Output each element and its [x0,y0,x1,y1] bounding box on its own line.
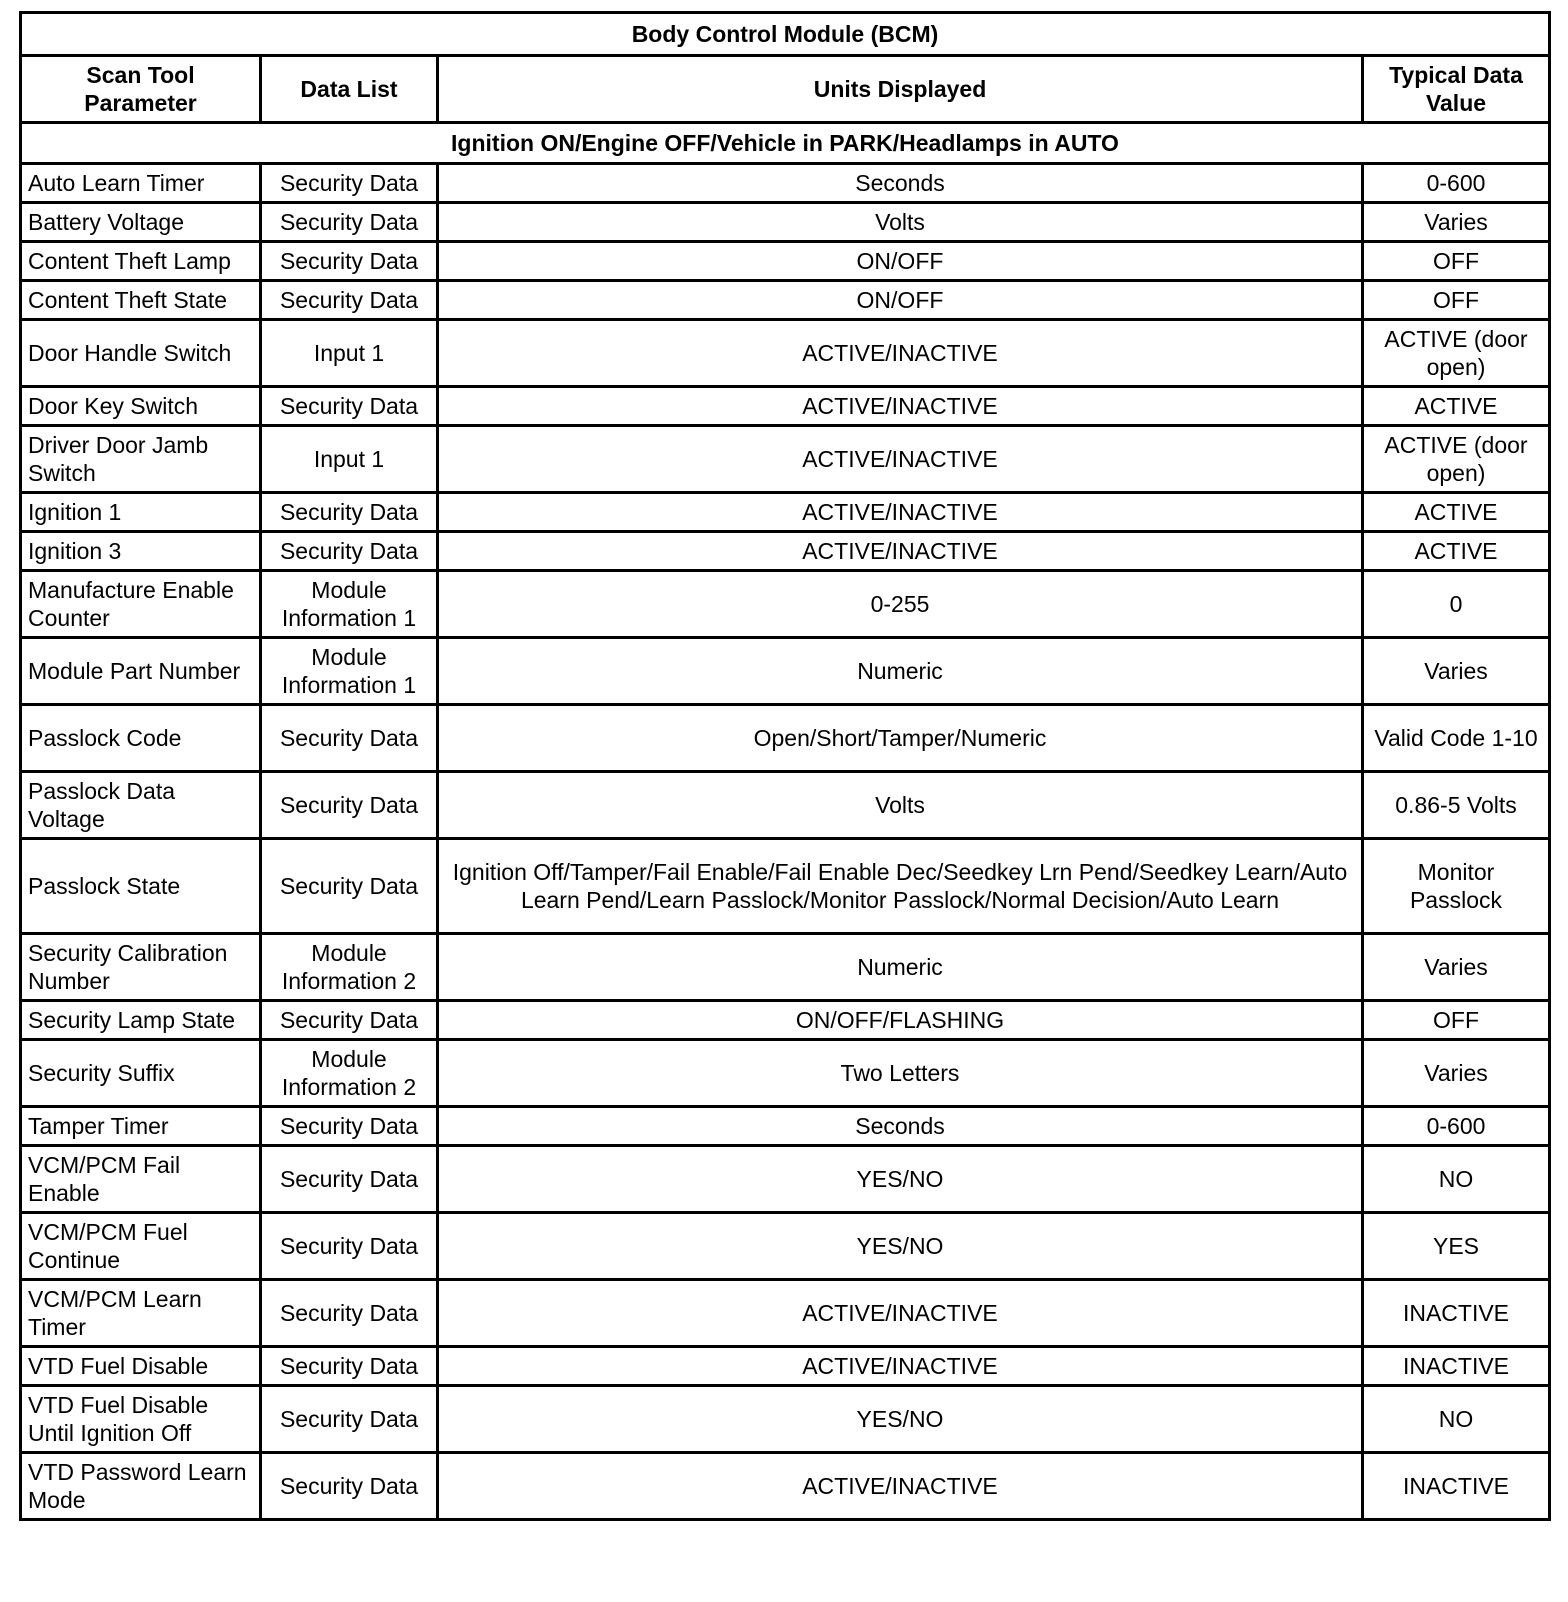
cell-parameter: Ignition 1 [21,493,261,532]
cell-parameter: Driver Door Jamb Switch [21,426,261,493]
table-row [21,772,1550,839]
cell-typical-value: Varies [1363,1040,1550,1107]
cell-typical-value: OFF [1363,281,1550,320]
table-row [21,164,1550,203]
header-typical-data-value: Typical Data Value [1363,56,1550,123]
table-row [21,1001,1550,1040]
cell-data-list: Security Data [261,1453,438,1520]
cell-parameter: VCM/PCM Learn Timer [21,1280,261,1347]
table-row [21,203,1550,242]
cell-parameter: Passlock Data Voltage [21,772,261,839]
cell-typical-value: Monitor Passlock [1363,839,1550,934]
header-scan-tool-parameter: Scan Tool Parameter [21,56,261,123]
cell-typical-value: INACTIVE [1363,1453,1550,1520]
condition-row [21,123,1550,164]
table-row [21,1386,1550,1453]
cell-units-displayed: ACTIVE/INACTIVE [438,426,1363,493]
header-units-displayed: Units Displayed [438,56,1363,123]
cell-parameter: VCM/PCM Fail Enable [21,1146,261,1213]
cell-data-list: Security Data [261,242,438,281]
table-row [21,705,1550,772]
cell-units-displayed: ACTIVE/INACTIVE [438,1453,1363,1520]
cell-parameter: Content Theft State [21,281,261,320]
cell-typical-value: INACTIVE [1363,1280,1550,1347]
table-title-row [21,13,1550,56]
cell-units-displayed: Volts [438,772,1363,839]
cell-typical-value: OFF [1363,242,1550,281]
cell-units-displayed: ACTIVE/INACTIVE [438,1347,1363,1386]
cell-typical-value: NO [1363,1146,1550,1213]
cell-data-list: Security Data [261,1001,438,1040]
cell-parameter: Door Key Switch [21,387,261,426]
cell-units-displayed: Seconds [438,164,1363,203]
cell-units-displayed: ACTIVE/INACTIVE [438,493,1363,532]
table-row [21,320,1550,387]
cell-units-displayed: YES/NO [438,1213,1363,1280]
cell-parameter: Ignition 3 [21,532,261,571]
table-body [21,164,1550,1520]
cell-parameter: VTD Fuel Disable Until Ignition Off [21,1386,261,1453]
cell-parameter: Battery Voltage [21,203,261,242]
cell-parameter: Security Calibration Number [21,934,261,1001]
table-row [21,1280,1550,1347]
cell-units-displayed: Numeric [438,934,1363,1001]
cell-parameter: VCM/PCM Fuel Continue [21,1213,261,1280]
cell-units-displayed: YES/NO [438,1386,1363,1453]
column-header-row [21,56,1550,123]
cell-typical-value: 0 [1363,571,1550,638]
cell-typical-value: ACTIVE [1363,387,1550,426]
cell-typical-value: Varies [1363,934,1550,1001]
table-row [21,1453,1550,1520]
table-row [21,839,1550,934]
cell-units-displayed: ACTIVE/INACTIVE [438,387,1363,426]
cell-parameter: Module Part Number [21,638,261,705]
cell-data-list: Security Data [261,1386,438,1453]
cell-parameter: VTD Fuel Disable [21,1347,261,1386]
table-row [21,638,1550,705]
table-row [21,934,1550,1001]
cell-parameter: Auto Learn Timer [21,164,261,203]
cell-typical-value: NO [1363,1386,1550,1453]
cell-units-displayed: YES/NO [438,1146,1363,1213]
bcm-data-table [19,11,1551,1521]
table-row [21,1213,1550,1280]
cell-units-displayed: ACTIVE/INACTIVE [438,1280,1363,1347]
cell-parameter: VTD Password Learn Mode [21,1453,261,1520]
cell-typical-value: Valid Code 1-10 [1363,705,1550,772]
cell-units-displayed: Numeric [438,638,1363,705]
cell-data-list: Security Data [261,493,438,532]
table-row [21,387,1550,426]
cell-parameter: Passlock State [21,839,261,934]
cell-units-displayed: ON/OFF [438,281,1363,320]
cell-units-displayed: 0-255 [438,571,1363,638]
cell-data-list: Security Data [261,705,438,772]
cell-typical-value: ACTIVE [1363,493,1550,532]
cell-typical-value: YES [1363,1213,1550,1280]
cell-data-list: Security Data [261,772,438,839]
cell-data-list: Security Data [261,1107,438,1146]
table-row [21,1347,1550,1386]
cell-data-list: Security Data [261,164,438,203]
table-row [21,281,1550,320]
cell-data-list: Module Information 2 [261,934,438,1001]
cell-data-list: Security Data [261,532,438,571]
cell-parameter: Passlock Code [21,705,261,772]
cell-units-displayed: ACTIVE/INACTIVE [438,532,1363,571]
cell-parameter: Content Theft Lamp [21,242,261,281]
cell-data-list: Input 1 [261,426,438,493]
cell-typical-value: ACTIVE (door open) [1363,426,1550,493]
table-row [21,493,1550,532]
cell-parameter: Manufacture Enable Counter [21,571,261,638]
cell-data-list: Security Data [261,839,438,934]
cell-data-list: Module Information 1 [261,638,438,705]
cell-data-list: Security Data [261,1280,438,1347]
cell-typical-value: Varies [1363,638,1550,705]
cell-parameter: Security Lamp State [21,1001,261,1040]
cell-parameter: Tamper Timer [21,1107,261,1146]
header-data-list: Data List [261,56,438,123]
cell-typical-value: 0-600 [1363,1107,1550,1146]
cell-typical-value: 0.86-5 Volts [1363,772,1550,839]
table-row [21,532,1550,571]
cell-units-displayed: Open/Short/Tamper/Numeric [438,705,1363,772]
cell-units-displayed: ON/OFF/FLASHING [438,1001,1363,1040]
table-row [21,426,1550,493]
cell-typical-value: ACTIVE [1363,532,1550,571]
cell-units-displayed: ACTIVE/INACTIVE [438,320,1363,387]
cell-units-displayed: Seconds [438,1107,1363,1146]
operating-condition: Ignition ON/Engine OFF/Vehicle in PARK/Headlamps in AUTO [21,123,1550,164]
cell-typical-value: Varies [1363,203,1550,242]
cell-data-list: Security Data [261,387,438,426]
cell-parameter: Security Suffix [21,1040,261,1107]
cell-data-list: Security Data [261,203,438,242]
cell-data-list: Security Data [261,281,438,320]
cell-data-list: Security Data [261,1347,438,1386]
table-row [21,1040,1550,1107]
table-row [21,1107,1550,1146]
table-row [21,1146,1550,1213]
cell-parameter: Door Handle Switch [21,320,261,387]
cell-data-list: Input 1 [261,320,438,387]
cell-typical-value: ACTIVE (door open) [1363,320,1550,387]
cell-data-list: Security Data [261,1213,438,1280]
cell-typical-value: OFF [1363,1001,1550,1040]
cell-data-list: Security Data [261,1146,438,1213]
cell-data-list: Module Information 2 [261,1040,438,1107]
cell-units-displayed: Ignition Off/Tamper/Fail Enable/Fail Enable Dec/Seedkey Lrn Pend/Seedkey Learn/Auto Learn Pend/Learn Passlock/Monitor Passlock/Normal Decision/Auto Learn [438,839,1363,934]
table-row [21,242,1550,281]
cell-units-displayed: Volts [438,203,1363,242]
cell-typical-value: 0-600 [1363,164,1550,203]
table-title: Body Control Module (BCM) [21,13,1550,56]
table-row [21,571,1550,638]
cell-typical-value: INACTIVE [1363,1347,1550,1386]
cell-data-list: Module Information 1 [261,571,438,638]
cell-units-displayed: Two Letters [438,1040,1363,1107]
cell-units-displayed: ON/OFF [438,242,1363,281]
